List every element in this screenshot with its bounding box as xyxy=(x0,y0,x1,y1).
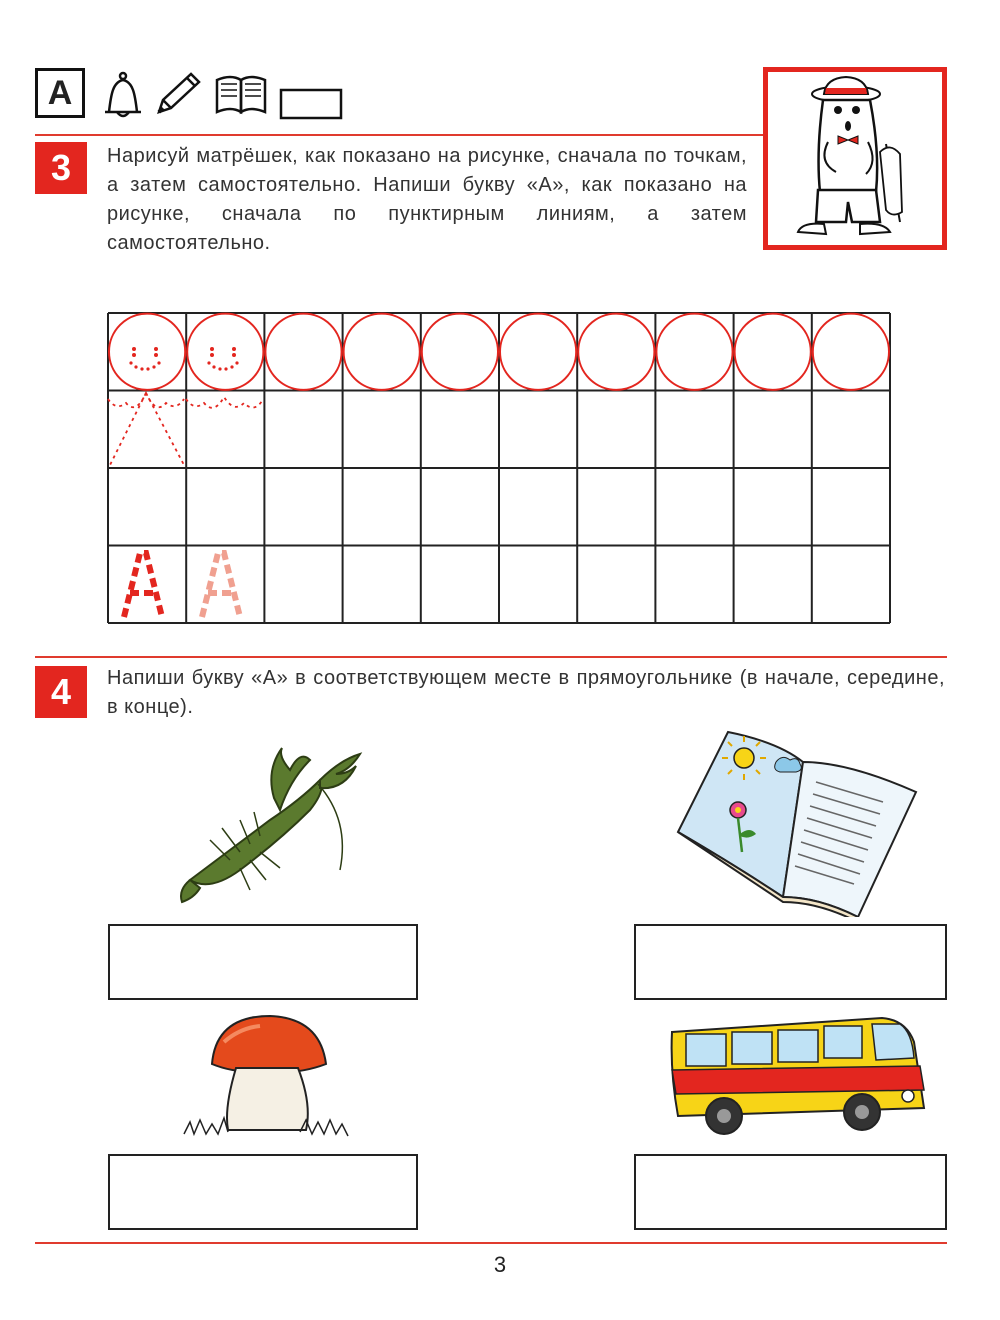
answer-box-bus[interactable] xyxy=(634,1154,947,1230)
head-circle xyxy=(187,314,263,390)
head-circle xyxy=(109,314,185,390)
bell-icon xyxy=(105,73,141,116)
example-letter-a-dark xyxy=(124,553,162,617)
head-circle xyxy=(500,314,576,390)
head-circle xyxy=(813,314,889,390)
character-frame xyxy=(763,67,947,250)
crayfish-picture xyxy=(170,740,370,910)
footer-rule xyxy=(35,1242,947,1244)
head-circle xyxy=(265,314,341,390)
header-rule xyxy=(35,134,763,136)
task-4-number: 4 xyxy=(35,666,87,718)
dotted-face-1 xyxy=(129,347,160,371)
page-number: 3 xyxy=(493,1252,507,1277)
answer-box-book[interactable] xyxy=(634,924,947,1000)
task-3-text: Нарисуй матрёшек, как показано на рисунке, сначала по точкам, а затем самостоятельно. Напиши букву «А», как показано на рисунке, сначала по пунктирным линиям, а затем самостоятельно. xyxy=(107,145,747,254)
letter-a-box: А xyxy=(35,68,85,118)
practice-grid xyxy=(106,311,893,627)
example-letter-a-light xyxy=(202,553,240,617)
dotted-body xyxy=(108,393,262,465)
pencil-icon xyxy=(159,74,199,112)
blank-rectangle xyxy=(281,90,341,118)
bus-picture xyxy=(662,1012,934,1138)
head-circle xyxy=(656,314,732,390)
header-icons xyxy=(95,68,355,120)
dotted-face-2 xyxy=(207,347,238,371)
task-4-rule xyxy=(35,656,947,658)
book-picture xyxy=(668,722,923,917)
answer-box-crayfish[interactable] xyxy=(108,924,418,1000)
book-icon xyxy=(217,77,265,112)
task-3-number: 3 xyxy=(35,142,87,194)
mushroom-picture xyxy=(180,1012,350,1142)
head-circle xyxy=(422,314,498,390)
clown-illustration xyxy=(768,72,942,245)
head-circle xyxy=(344,314,420,390)
task-4-text: Напиши букву «А» в соответствующем месте в прямоугольнике (в начале, середине, в конце). xyxy=(107,667,945,718)
answer-box-mushroom[interactable] xyxy=(108,1154,418,1230)
head-circle xyxy=(735,314,811,390)
head-circle xyxy=(578,314,654,390)
